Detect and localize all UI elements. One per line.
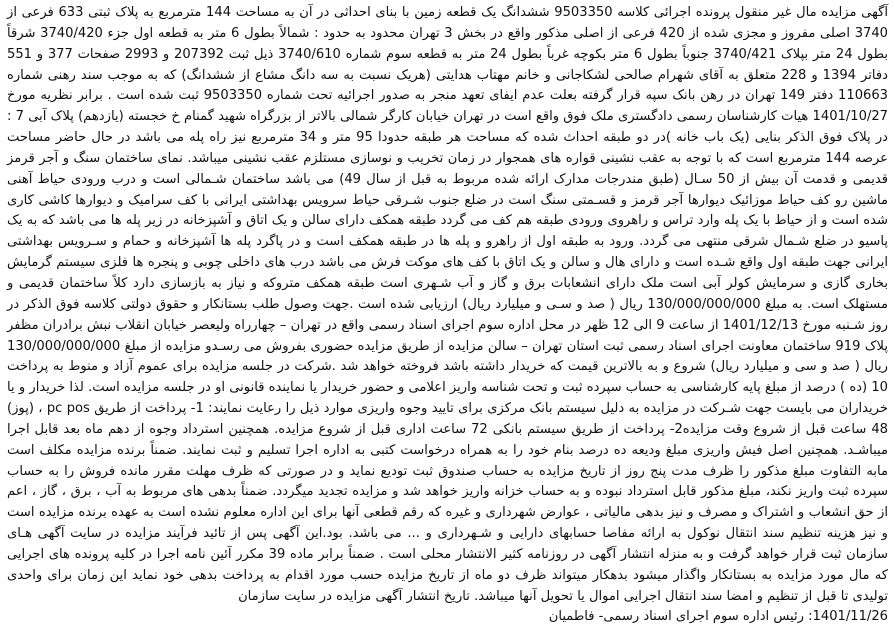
notice-footer: 1401/11/26: رئیس اداره سوم اجرای اسناد رسمی- فاطمیان [548,609,888,625]
notice-body-text: آگهی مزایده مال غیر منقول پرونده اجرائی کلاسه 9503350 ششدانگ یک قطعه زمین با بنای احداثی در آن به مساحت 144 مترمربع به پلاک ثبتی 633 فرعی از 3740 اصلی مفروز و مجزی شده از 420 فرعی از اصلی مذکور واقع در بخش 3 تهران محدود به حدود : شمالاً بطول 6 متر به قطعه اول جزء 3740/420 شرقاً بطول 24 متر بپلاک 3740/421 جنوباً بطول 6 متر بکوچه غرباً بطول 24 متر به قطعه سوم شماره 3740/610 ذیل ثبت 207392 و 2993 صفحات 377 و 551 دفاتر 1394 و 228 متعلق به آقای شهرام صالحی لشکاجانی و خانم مهتاب هدایتی (هریک نسبت به سه دانگ مشاع از ششدانگ) که به موجب سند رهنی شماره 110663 دفتر 149 تهران در رهن بانک سپه قرار گرفته بعلت عدم ایفای تعهد منجر به صدور اجرائیه تحت شماره 9503350 ثبت شده است . برابر نظریه مورخ 1401/10/27 هیات کارشناسان رسمی دادگستری ملک فوق واقع است در تهران خیابان کارگر شمالی بالاتر از بزرگراه شهید گمنام خ خجسته (یازدهم) پلاک آبی 7 : در پلاک فوق الذکر بنایی (یک باب خانه )در دو طبقه احداث شده که مساحت هر طبقه حدودا 95 متر و 34 مترمربع نیز راه پله می باشد در حال حاضر مساحت عرصه 144 مترمربع است که با توجه به عقب نشینی قواره های همجوار در زمان تخریب و نوسازی مستلزم عقب نشینی میباشد. نمای ساختمان سنگ و آجر قرمز قدیمی و قدمت آن بیش از 50 سـال (طبق مندرجات مدارک ارائه شده مربوط به قبل از سال 49) می باشد ساختمان شـمالی است و درب ورودی حیاط آهنی ماشین رو کف حیاط موزائیک دیوارها آجر قرمز و قسـمتی سنگ است در ضلع جنوب شـرقی حیاط سرویس بهداشتی ایرانی با کف سرامیک و دیوارها کاشی کاری شده است و از حیاط با یک پله وارد تراس و راهروی ورودی طبقه هم کف می گردد طبقه همکف دارای سالن و یک اتاق و آشپزخانه در زیر پله ها می باشد که به یک پاسیو در ضلع شـمال شرقی منتهی می گردد. ورود به طبقه اول از راهرو و پله ها در طبقه همکف است و در پاگرد پله ها آشپزخانه و حمام و سـرویس بهداشتی ایرانی جهت طبقه اول واقع شـده است و دارای هال و سالن و یک اتاق با کف های موکت فرش می باشد درب های داخلی چوبی و پنجره ها فلزی سیستم گرمایش بخاری گازی و سرمایش کولر آبی است ملک دارای انشعابات برق و گاز و آب شـهری است طبقه همکف متروکه و نیاز به بازسازی دارد کلاً ساختمان قدیمی و مستهلک است. به مبلغ 130/000/000/000 ریال ( صد و سـی و میلیارد ریال) ارزیابی شده است .جهت وصول طلب بستانکار و حقوق دولتی کلاسه فوق الذکر در روز شـنبه مورخ 1401/12/13 از ساعت 9 الی 12 ظهر در محل اداره سوم اجرای اسناد رسمی واقع در تهران – چهارراه ولیعصر خیابان انقلاب نبش برادران مظفر پلاک 919 ساختمان معاونت اجرای اسناد رسمی ثبت استان تهران – سالن مزایده از طریق مزایده حضوری بفروش می رسـدو مزایده از مبلغ 130/000/000/000 ریال ( صد و سی و میلیارد ریال) شروع و به بالاترین قیمت که خریدار داشته باشد فروخته خواهد شد .شرکت در جلسه مزایده برای عموم آزاد و منوط به پرداخت 10 (ده ) درصد از مبلغ پایه کارشناسی به حساب سپرده ثبت و تحت شناسه واریز اعلامی و حضور خریدار یا نماینده قانونی او در جلسه مزایده است. لذا خریدار و یا خریداران می بایست جهت شـرکت در مزایده به دلیل سیستم بانک مرکزی برای تایید وجوه واریزی موارد ذیل را رعایت نمایند: 1- پرداخت از طریق pc pos ، (پوز) 48 ساعت قبل از شروع وقت مزایده2- پرداخت از طریق سیستم بانکی 72 ساعت اداری قبل از شروع مزایده. همچنین استرداد وجوه از دهم ماه بعد قابل اجرا میباشـد. همچنین اصل فیش واریزی مبلغ ودیعه ده درصد بنام خود را به همراه درخواست کتبی به اداره اجرا تسلیم و ثبت نمایند. ضمناً برنده مزایده مکلف است مابه التفاوت مبلغ مذکور را ظرف مدت پنج روز از تاریخ مزایده به حساب صندوق ثبت تودیع نماید و در صورتی که ظرف مهلت مقرر مانده فروش را به حساب سپرده ثبت واریز نکند، مبلغ مذکور قابل استرداد نبوده و به حساب خزانه واریز خواهد شد و مزایده تجدید میگردد. ضمناً بدهی های مربوط به آب ، برق ، گاز ، اعم از حق انشعاب و اشتراک و مصرف و نیز بدهی مالیاتی ، عوارض شهرداری و غیره که رقم قطعی آنها برای این اداره معلوم نشده است به عهده برنده مزایده است و نیز هزینه تنظیم سند انتقال نوکول به ارائه مفاصا حسابهای دارایی و شـهرداری و ... می باشد. بود.این آگهی پس از تائید فرآیند مزایده در سایت آگهی هـای سازمان ثبت قرار خواهد گرفت و به منزله انتشار آگهی در روزنامه کثیر الانتشار محلی است . ضمناً برابر ماده 39 مکرر آئین نامه اجرا در کلیه پرونده های اجرایی که مال مورد مزایده به بستانکار واگذار میشود بدهکار میتواند ظرف دو ماه از تاریخ مزایده حسب مورد اقدام به پرداخت بدهی خود نماید این زمان برای واحدی تولیدی تا قبل از تنظیم و امضا سند انتقال اجرایی اموال یا تحویل آنها میباشد. تاریخ انتشار آگهی مزایده در سایت سازمان [7,5,889,604]
